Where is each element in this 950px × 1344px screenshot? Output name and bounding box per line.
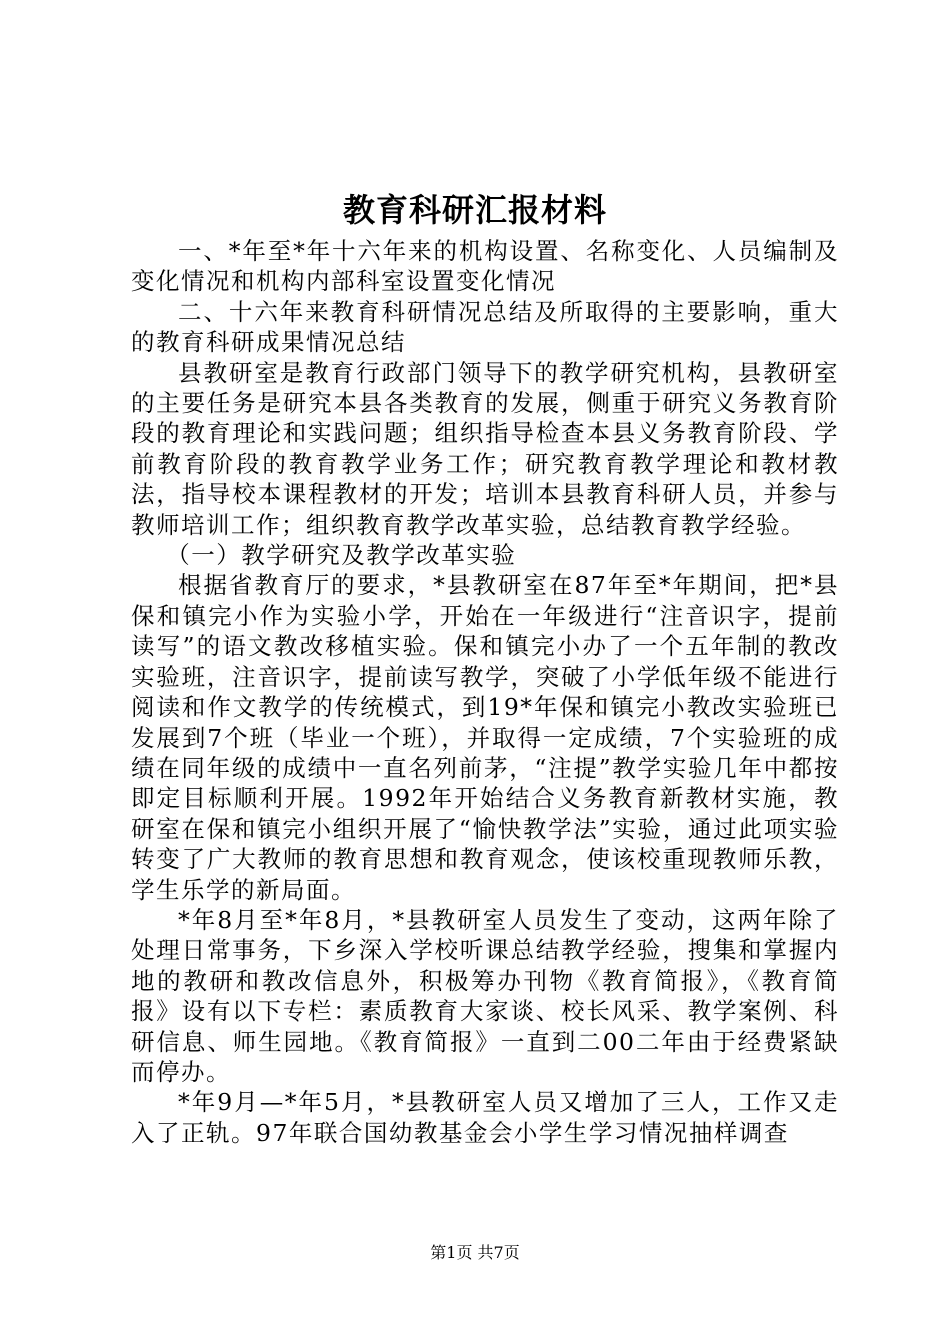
paragraph-staff-change: *年8月至*年8月，*县教研室人员发生了变动，这两年除了处理日常事务，下乡深入学校听课总结教学经验，搜集和掌握内地的教研和教改信息外，积极筹办刊物《教育简报》，《教育简报》设有以下专栏：素质教育大家谈、校长风采、教学案例、科研信息、师生园地。《教育简报》一直到二00二年由于经费紧缺而停办。 xyxy=(131,905,839,1086)
subsection-heading: （一）教学研究及教学改革实验 xyxy=(166,541,517,570)
paragraph-intro: 县教研室是教育行政部门领导下的教学研究机构，县教研室的主要任务是研究本县各类教育的发展，侧重于研究义务教育阶段的教育理论和实践问题；组织指导检查本县义务教育阶段、学前教育阶段的教育教学业务工作；研究教育教学理论和教材教法，指导校本课程教材的开发；培训本县教育科研人员，并参与教师培训工作；组织教育教学改革实验，总结教育教学经验。 xyxy=(131,358,839,539)
document-body xyxy=(131,236,839,1148)
page-number-footer: 第1页 共7页 xyxy=(430,1243,520,1262)
document-title: 教育科研汇报材料 xyxy=(342,191,607,229)
paragraph-section-1: 一、*年至*年十六年来的机构设置、名称变化、人员编制及变化情况和机构内部科室设置变化情况 xyxy=(131,237,839,296)
paragraph-section-2: 二、十六年来教育科研情况总结及所取得的主要影响，重大的教育科研成果情况总结 xyxy=(131,297,839,357)
paragraph-experiment: 根据省教育厅的要求，*县教研室在87年至*年期间，把*县保和镇完小作为实验小学，开始在一年级进行“注音识字，提前读写”的语文教改移植实验。保和镇完小办了一个五年制的教改实验班，注音识字，提前读写教学，突破了小学低年级不能进行阅读和作文教学的传统模式，到19*年保和镇完小教改实验班已发展到7个班（毕业一个班），并取得一定成绩，7个实验班的成绩在同年级的成绩中一直名列前茅，“注提”教学实验几年中都按即定目标顺利开展。1992年开始结合义务教育新教材实施，教研室在保和镇完小组织开展了“愉快教学法”实验，通过此项实验转变了广大教师的教育思想和教育观念，使该校重现教师乐教，学生乐学的新局面。 xyxy=(131,571,839,904)
paragraph-staff-increase: *年9月—*年5月，*县教研室人员又增加了三人，工作又走入了正轨。97年联合国幼教基金会小学生学习情况抽样调查 xyxy=(131,1088,839,1147)
